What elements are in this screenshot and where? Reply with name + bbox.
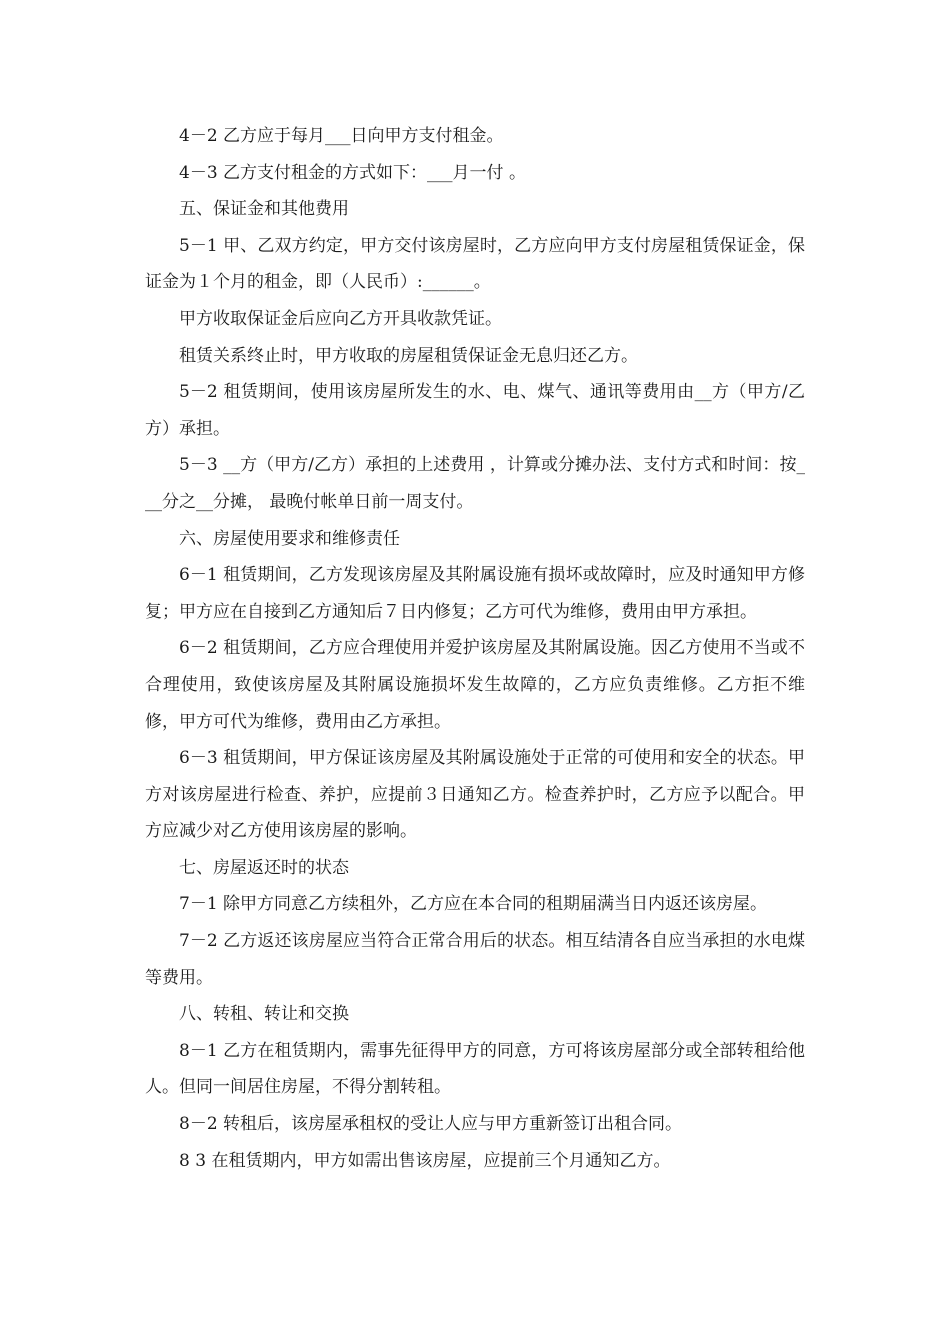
section-heading-6: 六、房屋使用要求和维修责任 — [179, 528, 400, 549]
document-body — [145, 118, 805, 1179]
clause-6-1: 6－1 租赁期间，乙方发现该房屋及其附属设施有损坏或故障时，应及时通知甲方修复；甲方应在自接到乙方通知后７日内修复；乙方可代为维修，费用由甲方承担。 — [145, 565, 805, 622]
clause-5-1-refund: 租赁关系终止时，甲方收取的房屋租赁保证金无息归还乙方。 — [179, 345, 638, 366]
clause-5-1: 5－1 甲、乙双方约定，甲方交付该房屋时，乙方应向甲方支付房屋租赁保证金，保证金为１个月的租金，即（人民币）:______。 — [145, 235, 805, 293]
clause-5-3: 5－3 __方（甲方/乙方）承担的上述费用 ，计算或分摊办法、支付方式和时间：按___分之__分摊， 最晚付帐单日前一周支付。 — [145, 455, 805, 512]
clause-8-3: 8 3 在租赁期内，甲方如需出售该房屋，应提前三个月通知乙方。 — [179, 1150, 671, 1171]
clause-7-2: 7－2 乙方返还该房屋应当符合正常合用后的状态。相互结清各自应当承担的水电煤等费用。 — [145, 931, 805, 988]
section-heading-8: 八、转租、转让和交换 — [179, 1004, 349, 1025]
clause-4-2: 4－2 乙方应于每月___日向甲方支付租金。 — [179, 126, 504, 146]
clause-5-1-receipt: 甲方收取保证金后应向乙方开具收款凭证。 — [179, 308, 502, 329]
clause-5-2: 5－2 租赁期间，使用该房屋所发生的水、电、煤气、通讯等费用由__方（甲方/乙方）承担。 — [145, 382, 805, 439]
clause-6-3: 6－3 租赁期间，甲方保证该房屋及其附属设施处于正常的可使用和安全的状态。甲方对该房屋进行检查、养护，应提前３日通知乙方。检查养护时，乙方应予以配合。甲方应减少对乙方使用该房屋的影响。 — [145, 748, 805, 842]
clause-7-1: 7－1 除甲方同意乙方续租外，乙方应在本合同的租期届满当日内返还该房屋。 — [179, 894, 768, 915]
clause-4-3: 4－3 乙方支付租金的方式如下：___月一付 。 — [179, 162, 526, 183]
section-heading-7: 七、房屋返还时的状态 — [179, 857, 349, 878]
section-heading-5: 五、保证金和其他费用 — [179, 199, 349, 220]
clause-8-1: 8－1 乙方在租赁期内，需事先征得甲方的同意，方可将该房屋部分或全部转租给他人。但同一间居住房屋，不得分割转租。 — [145, 1040, 805, 1098]
clause-8-2: 8－2 转租后，该房屋承租权的受让人应与甲方重新签订出租合同。 — [179, 1114, 683, 1135]
clause-6-2: 6－2 租赁期间，乙方应合理使用并爱护该房屋及其附属设施。因乙方使用不当或不合理使用，致使该房屋及其附属设施损坏发生故障的，乙方应负责维修。乙方拒不维修，甲方可代为维修，费用由乙方承担。 — [145, 638, 805, 732]
